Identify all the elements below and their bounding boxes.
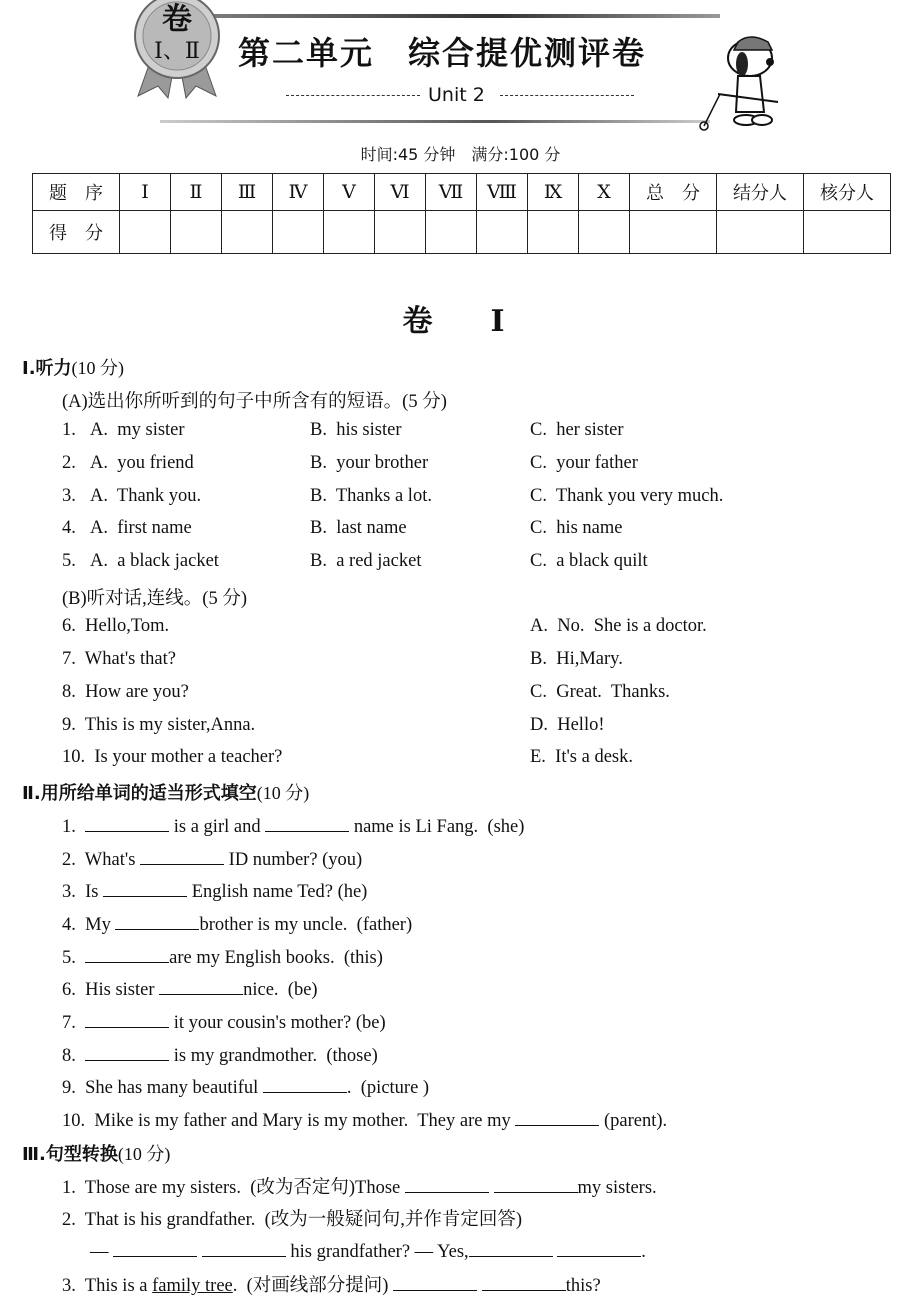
badge-top-text: 卷 bbox=[162, 2, 192, 37]
section-heading bbox=[22, 779, 309, 805]
answer-blank[interactable] bbox=[469, 1238, 553, 1257]
score-table bbox=[32, 173, 891, 254]
option-c[interactable]: C. Thank you very much. bbox=[530, 486, 724, 506]
question-text: my sisters. bbox=[577, 1178, 657, 1198]
option-b[interactable]: B. his sister bbox=[310, 420, 402, 440]
question-text: Mike is my father and Mary is my mother. They are my bbox=[94, 1111, 516, 1131]
question-number: 1. bbox=[62, 420, 76, 440]
matching-response[interactable]: E. It's a desk. bbox=[530, 747, 634, 767]
section-number: Ⅲ. bbox=[22, 1144, 46, 1165]
question-text: is my grandmother. (those) bbox=[169, 1046, 378, 1066]
question-number: 1. bbox=[62, 817, 76, 837]
question-text: this? bbox=[565, 1276, 601, 1296]
option-c[interactable]: C. her sister bbox=[530, 420, 624, 440]
matching-question[interactable]: 7. What's that? bbox=[62, 649, 176, 669]
question-number: 8. bbox=[62, 1046, 76, 1066]
section-title: 句型转换 bbox=[45, 1144, 118, 1165]
matching-response[interactable]: D. Hello! bbox=[530, 715, 605, 735]
question-number: 2. bbox=[62, 1210, 76, 1230]
score-table-score-row bbox=[33, 211, 891, 254]
answer-blank[interactable] bbox=[85, 944, 169, 963]
answer-blank[interactable] bbox=[393, 1272, 477, 1291]
option-c[interactable]: C. a black quilt bbox=[530, 551, 648, 571]
question-text: (parent). bbox=[599, 1111, 668, 1131]
question-text: his grandfather? — Yes, bbox=[285, 1242, 469, 1262]
section-heading bbox=[22, 1140, 170, 1166]
fill-question-10 bbox=[62, 1107, 667, 1132]
answer-blank[interactable] bbox=[515, 1107, 599, 1126]
score-cell[interactable] bbox=[222, 211, 273, 254]
score-cell[interactable] bbox=[120, 211, 171, 254]
underlined-phrase: family tree bbox=[152, 1276, 233, 1296]
question-text: — bbox=[90, 1242, 114, 1262]
question-text: . (对画线部分提问) bbox=[232, 1276, 394, 1296]
question-number: 4. bbox=[62, 915, 76, 935]
matching-question[interactable]: 8. How are you? bbox=[62, 682, 189, 702]
score-cell[interactable] bbox=[477, 211, 528, 254]
answer-blank[interactable] bbox=[263, 1074, 347, 1093]
question-text: it your cousin's mother? (be) bbox=[169, 1013, 386, 1033]
title-bar-bottom bbox=[160, 120, 710, 123]
table-cell: 题 序 bbox=[33, 174, 120, 211]
score-cell[interactable] bbox=[630, 211, 717, 254]
answer-blank[interactable] bbox=[494, 1174, 578, 1193]
fill-question-5 bbox=[62, 944, 383, 969]
question-text: My bbox=[85, 915, 116, 935]
table-cell: 结分人 bbox=[717, 174, 804, 211]
table-cell: 得 分 bbox=[33, 211, 120, 254]
page-title: 第二单元 综合提优测评卷 bbox=[238, 34, 647, 72]
question-text: ID number? (you) bbox=[224, 850, 363, 870]
fill-question-6 bbox=[62, 976, 318, 1001]
score-cell[interactable] bbox=[375, 211, 426, 254]
question-number: 3. bbox=[62, 1276, 76, 1296]
transform-question-3 bbox=[62, 1271, 601, 1297]
question-number: 9. bbox=[62, 1078, 76, 1098]
score-cell[interactable] bbox=[579, 211, 630, 254]
volume-title: 卷 Ⅰ bbox=[402, 305, 519, 338]
answer-blank[interactable] bbox=[202, 1238, 286, 1257]
question-text: . (picture ) bbox=[346, 1078, 430, 1098]
question-number: 2. bbox=[62, 453, 76, 473]
answer-blank[interactable] bbox=[482, 1272, 566, 1291]
table-cell: Ⅸ bbox=[528, 174, 579, 211]
answer-blank[interactable] bbox=[85, 1042, 169, 1061]
option-c[interactable]: C. his name bbox=[530, 518, 623, 538]
section-number: Ⅰ. bbox=[22, 358, 36, 379]
question-text: Those are my sisters. (改为否定句)Those bbox=[84, 1178, 405, 1198]
score-cell[interactable] bbox=[717, 211, 804, 254]
matching-response[interactable]: C. Great. Thanks. bbox=[530, 682, 670, 702]
question-text: is a girl and bbox=[169, 817, 266, 837]
table-cell: Ⅰ bbox=[120, 174, 171, 211]
table-cell: Ⅴ bbox=[324, 174, 375, 211]
question-text: This is a bbox=[84, 1276, 153, 1296]
answer-blank[interactable] bbox=[557, 1238, 641, 1257]
table-cell: Ⅲ bbox=[222, 174, 273, 211]
section-title: 听力 bbox=[35, 358, 72, 379]
score-cell[interactable] bbox=[528, 211, 579, 254]
answer-blank[interactable] bbox=[115, 911, 199, 930]
table-cell: 核分人 bbox=[804, 174, 891, 211]
question-text: His sister bbox=[85, 980, 160, 1000]
ribbon-badge-icon bbox=[128, 0, 226, 100]
answer-blank[interactable] bbox=[113, 1238, 197, 1257]
question-text: That is his grandfather. (改为一般疑问句,并作肯定回答) bbox=[84, 1210, 523, 1230]
option-a[interactable]: A. Thank you. bbox=[90, 486, 202, 506]
fill-question-7 bbox=[62, 1009, 386, 1034]
score-cell[interactable] bbox=[426, 211, 477, 254]
table-cell: Ⅷ bbox=[477, 174, 528, 211]
answer-blank[interactable] bbox=[405, 1174, 489, 1193]
matching-question[interactable]: 6. Hello,Tom. bbox=[62, 616, 170, 636]
answer-blank[interactable] bbox=[85, 1009, 169, 1028]
question-number: 3. bbox=[62, 882, 76, 902]
option-a[interactable]: A. my sister bbox=[90, 420, 185, 440]
fill-question-1 bbox=[62, 813, 524, 838]
question-number: 5. bbox=[62, 948, 76, 968]
question-number: 5. bbox=[62, 551, 76, 571]
question-number: 1. bbox=[62, 1178, 76, 1198]
title-bar-top bbox=[160, 14, 720, 18]
section-points: (10 分) bbox=[256, 783, 310, 803]
question-text: What's bbox=[84, 850, 141, 870]
fill-question-2 bbox=[62, 846, 362, 871]
answer-blank[interactable] bbox=[265, 813, 349, 832]
section-heading bbox=[22, 354, 124, 380]
transform-question-2 bbox=[62, 1205, 522, 1231]
unit-line bbox=[286, 84, 636, 106]
answer-blank[interactable] bbox=[140, 846, 224, 865]
section-title: 用所给单词的适当形式填空 bbox=[40, 783, 257, 804]
fill-question-4 bbox=[62, 911, 412, 936]
score-cell[interactable] bbox=[324, 211, 375, 254]
fill-question-8 bbox=[62, 1042, 378, 1067]
badge-bottom-text: Ⅰ、Ⅱ bbox=[154, 38, 200, 63]
transform-question-1 bbox=[62, 1173, 657, 1199]
option-a[interactable]: A. a black jacket bbox=[90, 551, 219, 571]
matching-question[interactable]: 9. This is my sister,Anna. bbox=[62, 715, 256, 735]
option-a[interactable]: A. first name bbox=[90, 518, 192, 538]
score-cell[interactable] bbox=[804, 211, 891, 254]
question-number: 6. bbox=[62, 980, 76, 1000]
question-number: 3. bbox=[62, 486, 76, 506]
question-number: 10. bbox=[62, 1111, 86, 1131]
question-text: She has many beautiful bbox=[85, 1078, 263, 1098]
transform-question-2-answer bbox=[90, 1238, 646, 1263]
question-number: 2. bbox=[62, 850, 76, 870]
time-and-score-info: 时间:45 分钟 满分:100 分 bbox=[360, 145, 561, 164]
matching-question[interactable]: 10. Is your mother a teacher? bbox=[62, 747, 283, 767]
score-cell[interactable] bbox=[171, 211, 222, 254]
score-table-header-row bbox=[33, 174, 891, 211]
score-cell[interactable] bbox=[273, 211, 324, 254]
answer-blank[interactable] bbox=[103, 878, 187, 897]
fill-question-3 bbox=[62, 878, 367, 903]
question-text: name is Li Fang. (she) bbox=[349, 817, 525, 837]
table-cell: Ⅳ bbox=[273, 174, 324, 211]
part-b-instruction: (B)听对话,连线。(5 分) bbox=[62, 589, 247, 609]
option-b[interactable]: B. your brother bbox=[310, 453, 429, 473]
question-text: nice. (be) bbox=[243, 980, 318, 1000]
matching-response[interactable]: A. No. She is a doctor. bbox=[530, 616, 707, 636]
question-number: 7. bbox=[62, 1013, 76, 1033]
answer-blank[interactable] bbox=[159, 976, 243, 995]
question-text: . bbox=[641, 1242, 646, 1262]
question-text: brother is my uncle. (father) bbox=[199, 915, 413, 935]
table-cell: 总 分 bbox=[630, 174, 717, 211]
section-number: Ⅱ. bbox=[22, 783, 41, 804]
unit-label: Unit 2 bbox=[428, 84, 485, 106]
table-cell: Ⅶ bbox=[426, 174, 477, 211]
matching-response[interactable]: B. Hi,Mary. bbox=[530, 649, 623, 669]
section-points: (10 分) bbox=[71, 358, 125, 378]
table-cell: Ⅱ bbox=[171, 174, 222, 211]
fill-question-9 bbox=[62, 1074, 429, 1099]
section-points: (10 分) bbox=[117, 1144, 171, 1164]
option-b[interactable]: B. a red jacket bbox=[310, 551, 422, 571]
option-b[interactable]: B. Thanks a lot. bbox=[310, 486, 432, 506]
table-cell: Ⅹ bbox=[579, 174, 630, 211]
option-a[interactable]: A. you friend bbox=[90, 453, 194, 473]
snoopy-golfer-icon bbox=[698, 32, 798, 132]
question-number: 4. bbox=[62, 518, 76, 538]
question-text: Is bbox=[85, 882, 104, 902]
question-text: are my English books. (this) bbox=[169, 948, 383, 968]
option-c[interactable]: C. your father bbox=[530, 453, 638, 473]
table-cell: Ⅵ bbox=[375, 174, 426, 211]
part-a-instruction: (A)选出你所听到的句子中所含有的短语。(5 分) bbox=[62, 392, 447, 412]
answer-blank[interactable] bbox=[85, 813, 169, 832]
option-b[interactable]: B. last name bbox=[310, 518, 407, 538]
question-text: English name Ted? (he) bbox=[187, 882, 368, 902]
